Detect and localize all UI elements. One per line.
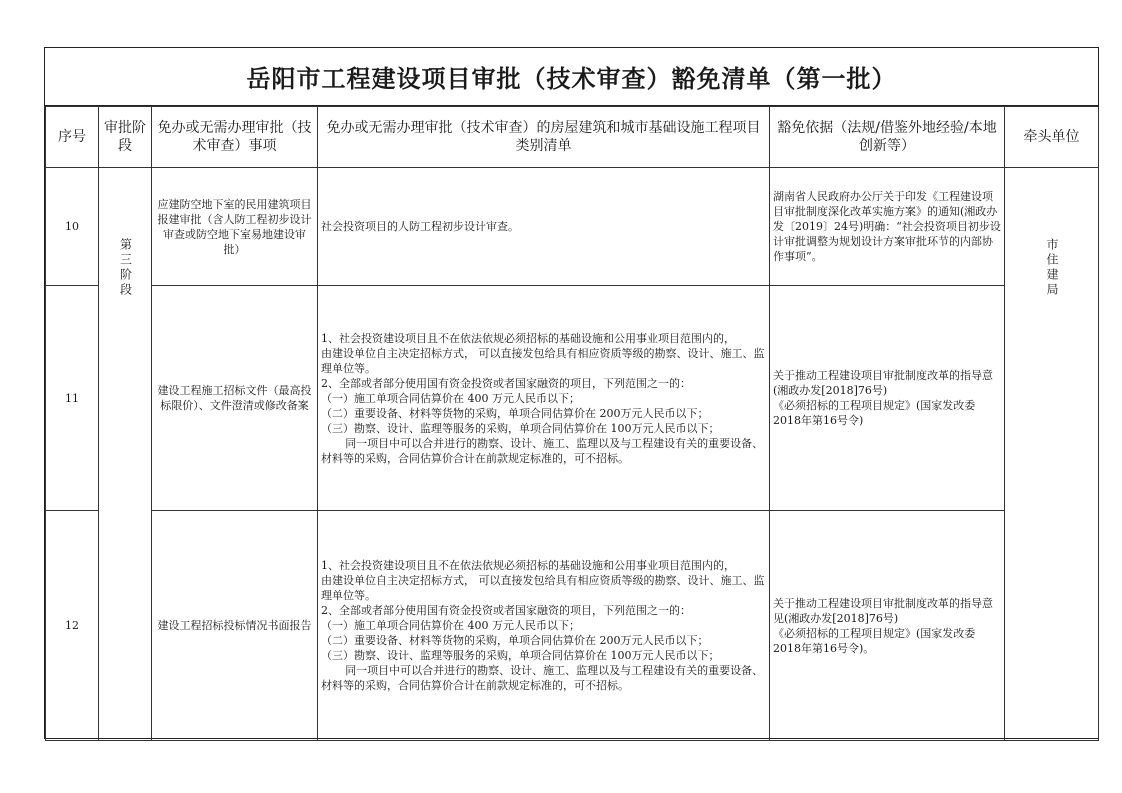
category-text: （一）施工单项合同估算价在 400 万元人民币以下； [321,391,580,405]
basis-text: (湘政办发[2018]76号) [773,384,888,397]
category-text: 社会投资项目的人防工程初步设计审查。 [321,220,519,233]
header-no: 序号 [46,107,99,168]
category-text: （二）重要设备、材料等货物的采购，单项合同估算价在 200万元人民币以下； [321,406,709,420]
category-cell [318,168,770,286]
document-sheet [44,47,1099,739]
exempt-item: 建设工程招标投标情况书面报告 [152,511,318,741]
basis-text: 《必须招标的工程项目规定》(国家发改委2018年第16号令) [773,399,976,427]
basis-cell [770,511,1005,741]
header-stage: 审批阶段 [99,107,152,168]
category-text: 由建设单位自主决定招标方式， 可以直接发包给具有相应资质等级的勘察、设计、施工、监理单位等。 [321,574,765,602]
category-text: （一）施工单项合同估算价在 400 万元人民币以下； [321,619,580,632]
category-text: 1、社会投资建设项目且不在依法依规必须招标的基础设施和公用事业项目范围内的， [321,559,735,572]
basis-cell [770,286,1005,511]
table-row [46,286,1099,511]
table-header-row [46,107,1099,168]
category-text: （三）勘察、设计、监理等服务的采购，单项合同估算价在 100万元人民币以下； [321,421,720,435]
category-cell [318,511,770,741]
exemption-table [45,106,1099,741]
basis-text: 湖南省人民政府办公厅关于印发《工程建设项目审批制度深化改革实施方案》的通知(湘政办发〔2019〕24号)明确：“社会投资项目初步设计审批调整为规划设计方案审批环节的内部协作事项”。 [773,190,1001,263]
exempt-item: 应建防空地下室的民用建筑项目报建审批（含人防工程初步设计审查或防空地下室易地建设审批） [152,168,318,286]
category-text: 同一项目中可以合并进行的勘察、设计、施工、监理以及与工程建设有关的重要设备、材料等的采购，合同估算价合计在前款规定标准的，可不招标。 [321,436,764,465]
exempt-item: 建设工程施工招标文件（最高投标限价）、文件澄清或修改备案 [152,286,318,511]
category-text: 2、全部或者部分使用国有资金投资或者国家融资的项目，下列范围之一的： [321,604,691,617]
row-number: 10 [46,168,99,286]
lead-unit: 市住建局 [1045,238,1059,298]
category-cell [318,286,770,511]
row-number: 11 [46,286,99,511]
basis-text: 《必须招标的工程项目规定》(国家发改委2018年第16号令)。 [773,626,976,655]
category-text: 同一项目中可以合并进行的勘察、设计、施工、监理以及与工程建设有关的重要设备、材料等的采购，合同估算价合计在前款规定标准的，可不招标。 [321,664,764,692]
table-row [46,511,1099,741]
basis-text: 关于推动工程建设项目审批制度改革的指导意 [773,369,993,382]
lead-cell [1005,168,1099,741]
table-row [46,168,1099,286]
category-text: 2、全部或者部分使用国有资金投资或者国家融资的项目，下列范围之一的： [321,376,691,390]
row-number: 12 [46,511,99,741]
category-text: 由建设单位自主决定招标方式， 可以直接发包给具有相应资质等级的勘察、设计、施工、监理单位等。 [321,346,765,375]
category-text: （三）勘察、设计、监理等服务的采购，单项合同估算价在 100万元人民币以下； [321,649,720,662]
basis-text: 关于推动工程建设项目审批制度改革的指导意见(湘政办发[2018]76号) [773,596,993,625]
header-lead: 牵头单位 [1005,107,1099,168]
header-basis: 豁免依据（法规/借鉴外地经验/本地创新等） [770,107,1005,168]
document-title: 岳阳市工程建设项目审批（技术审查）豁免清单（第一批） [45,48,1098,106]
header-category: 免办或无需办理审批（技术审查）的房屋建筑和城市基础设施工程项目类别清单 [318,107,770,168]
header-item: 免办或无需办理审批（技术审查）事项 [152,107,318,168]
basis-cell [770,168,1005,286]
stage-label: 第三阶段 [118,238,133,298]
category-text: 1、社会投资建设项目且不在依法依规必须招标的基础设施和公用事业项目范围内的， [321,331,735,345]
category-text: （二）重要设备、材料等货物的采购，单项合同估算价在 200万元人民币以下； [321,634,709,647]
stage-cell [99,168,152,741]
